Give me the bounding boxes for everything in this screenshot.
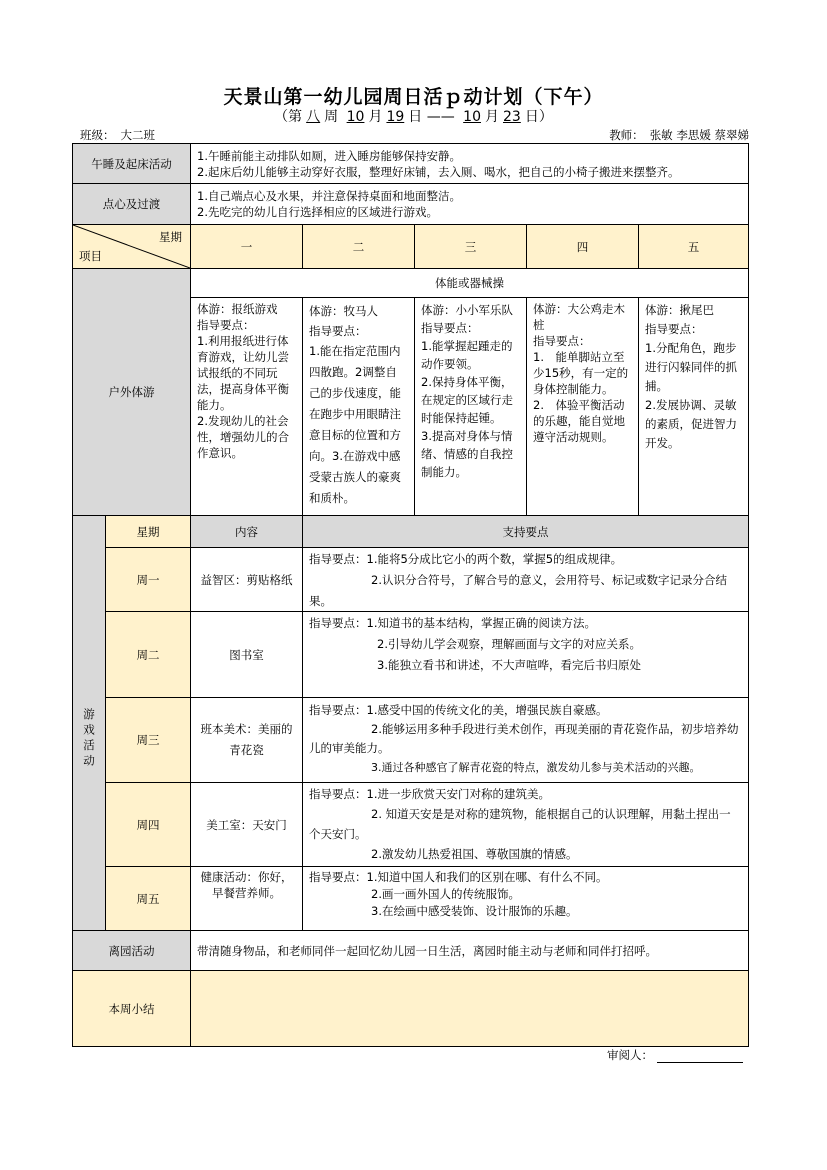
games-support [302,782,749,867]
support-point: 2.画一画外国人的传统服饰。 [371,887,520,901]
support-point: 1.感受中国的传统文化的美，增强民族自豪感。 [366,703,608,717]
week-number: 八 [306,109,321,125]
games-support [302,697,749,783]
leave-content: 带清随身物品，和老师同伴一起回忆幼儿园一日生活，离园时能主动与老师和同伴打招呼。 [190,930,749,971]
outdoor-body: 1. 能单脚站立至少15秒，有一定的身体控制能力。 2. 体验平衡活动的乐趣，能自觉地遵守活动规则。 [533,350,629,444]
outdoor-banner: 体能或器械操 [190,268,749,298]
class-value: 大二班 [115,127,185,144]
day-header: 二 [302,224,415,269]
outdoor-title: 体游：小小军乐队 [421,303,513,317]
page-title: 天景山第一幼儿园周日活ｐ动计划（下午） [223,86,604,108]
start-day: 19 [386,109,405,125]
nap-line: 2.起床后幼儿能够主动穿好衣服，整理好床铺，去入厕、喝水，把自己的小椅子搬进来摆整齐。 [197,165,680,179]
support-point: 1.知道中国人和我们的区别在哪、有什么不同。 [366,870,608,884]
nap-content [190,143,749,184]
support-point: 1.能将5分成比它小的两个数，掌握5的组成规律。 [366,552,623,566]
summary-content[interactable] [190,970,749,1047]
games-day: 周五 [105,866,191,931]
day-header: 一 [190,224,303,269]
support-point: 1.进一步欣赏天安门对称的建筑美。 [366,787,550,801]
games-content: 美工室：天安门 [190,782,303,867]
outdoor-guide: 指导要点： [533,334,591,348]
outdoor-day-3 [414,297,527,516]
day-header: 三 [414,224,527,269]
end-month-unit: 月 [485,109,499,125]
corner-cell [72,224,191,269]
outdoor-title: 体游：报纸游戏 [197,302,278,316]
outdoor-title: 体游：揪尾巴 [645,303,714,317]
guide-label: 指导要点： [309,787,367,801]
support-point: 2.激发幼儿热爱祖国、尊敬国旗的情感。 [371,847,578,861]
guide-label: 指导要点： [309,552,367,566]
leave-label: 离园活动 [72,930,191,971]
corner-item: 项目 [79,249,102,263]
outdoor-body: 1.利用报纸进行体育游戏，让幼儿尝试报纸的不同玩法，提高身体平衡能力。 2.发现幼儿的社会性，增强幼儿的合作意识。 [197,334,289,460]
games-day: 周二 [105,611,191,698]
outdoor-body: 1.能在指定范围内四散跑。2调整自己的步伐速度，能在跑步中用眼睛注意目标的位置和方向。3.在游戏中感受蒙古族人的豪爽和质朴。 [309,344,401,505]
date-range [0,106,827,126]
games-content: 健康活动：你好，早餐营养师。 [190,866,303,931]
reviewer-signature-line[interactable] [657,1049,743,1063]
games-support [302,547,749,612]
games-support [302,611,749,698]
support-point: 3.通过各种感官了解青花瓷的特点，激发幼儿参与美术活动的兴趣。 [371,761,701,774]
start-month: 10 [346,109,365,125]
guide-label: 指导要点： [309,703,367,717]
support-point: 2. 知道天安是是对称的建筑物，能根据自己的认识理解，用黏土捏出一个天安门。 [309,807,731,841]
guide-label: 指导要点： [309,616,367,630]
support-point: 3.能独立看书和讲述，不大声喧哗，看完后书归原处 [377,658,641,672]
nap-label: 午睡及起床活动 [72,143,191,184]
outdoor-day-1 [190,297,303,516]
snack-label: 点心及过渡 [72,183,191,225]
games-day: 周一 [105,547,191,612]
teacher-label: 教师： [609,128,644,142]
day-header: 四 [526,224,639,269]
outdoor-day-4 [526,297,639,516]
week-unit: 周 [324,109,339,125]
snack-content [190,183,749,225]
games-content: 班本美术：美丽的青花瓷 [190,697,303,783]
outdoor-guide: 指导要点： [197,318,255,332]
outdoor-title: 体游：大公鸡走木桩 [533,302,625,332]
corner-weekday: 星期 [159,230,182,244]
teacher-info [609,127,749,144]
games-col-support: 支持要点 [302,515,749,548]
outdoor-day-2 [302,297,415,516]
outdoor-title: 体游：牧马人 [309,304,378,318]
class-info [80,127,185,144]
subtitle-close: 日） [524,109,553,125]
snack-line: 2.先吃完的幼儿自行选择相应的区域进行游戏。 [197,205,438,219]
support-point: 2.能够运用多种手段进行美术创作，再现美丽的青花瓷作品，初步培养幼儿的审美能力。 [309,722,739,755]
games-content: 益智区：剪贴格纸 [190,547,303,612]
games-col-day: 星期 [105,515,191,548]
snack-line: 1.自己端点心及水果，并注意保持桌面和地面整洁。 [197,189,461,203]
support-point: 2.认识分合符号，了解合号的意义，会用符号、标记或数字记录分合结果。 [309,573,727,608]
outdoor-guide: 指导要点： [309,324,367,338]
games-col-content: 内容 [190,515,303,548]
reviewer-label: 审阅人： [607,1048,653,1062]
support-point: 3.在绘画中感受装饰、设计服饰的乐趣。 [371,904,578,918]
day-unit: 日 —— [408,109,455,125]
class-label: 班级： [80,128,115,142]
support-point: 1.知道书的基本结构，掌握正确的阅读方法。 [366,616,596,630]
day-header: 五 [638,224,749,269]
month-unit: 月 [368,109,383,125]
games-content: 图书室 [190,611,303,698]
support-point: 2.引导幼儿学会观察，理解画面与文字的对应关系。 [377,637,641,651]
games-label-text: 游戏活动 [82,707,96,770]
guide-label: 指导要点： [309,870,367,884]
outdoor-label: 户外体游 [72,268,191,516]
games-label [72,547,106,931]
reviewer [607,1047,743,1063]
outdoor-guide: 指导要点： [421,321,479,335]
games-support [302,866,749,931]
summary-label: 本周小结 [72,970,191,1047]
nap-line: 1.午睡前能主动排队如厕，进入睡房能够保持安静。 [197,149,461,163]
outdoor-day-5 [638,297,749,516]
outdoor-guide: 指导要点： [645,322,703,336]
subtitle-open: （第 [274,109,303,125]
games-day: 周三 [105,697,191,783]
outdoor-body: 1.分配角色，跑步进行闪躲同伴的抓捕。 2.发展协调、灵敏的素质，促进智力开发。 [645,341,737,450]
teacher-value: 张敏 李思媛 蔡翠娣 [644,127,749,144]
end-month: 10 [463,109,481,125]
end-day: 23 [503,109,521,125]
games-day: 周四 [105,782,191,867]
outdoor-body: 1.能掌握起踵走的动作要领。 2.保持身体平衡，在规定的区域行走时能保持起锺。 3.提高对身体与情绪、情感的自我控制能力。 [421,339,513,479]
